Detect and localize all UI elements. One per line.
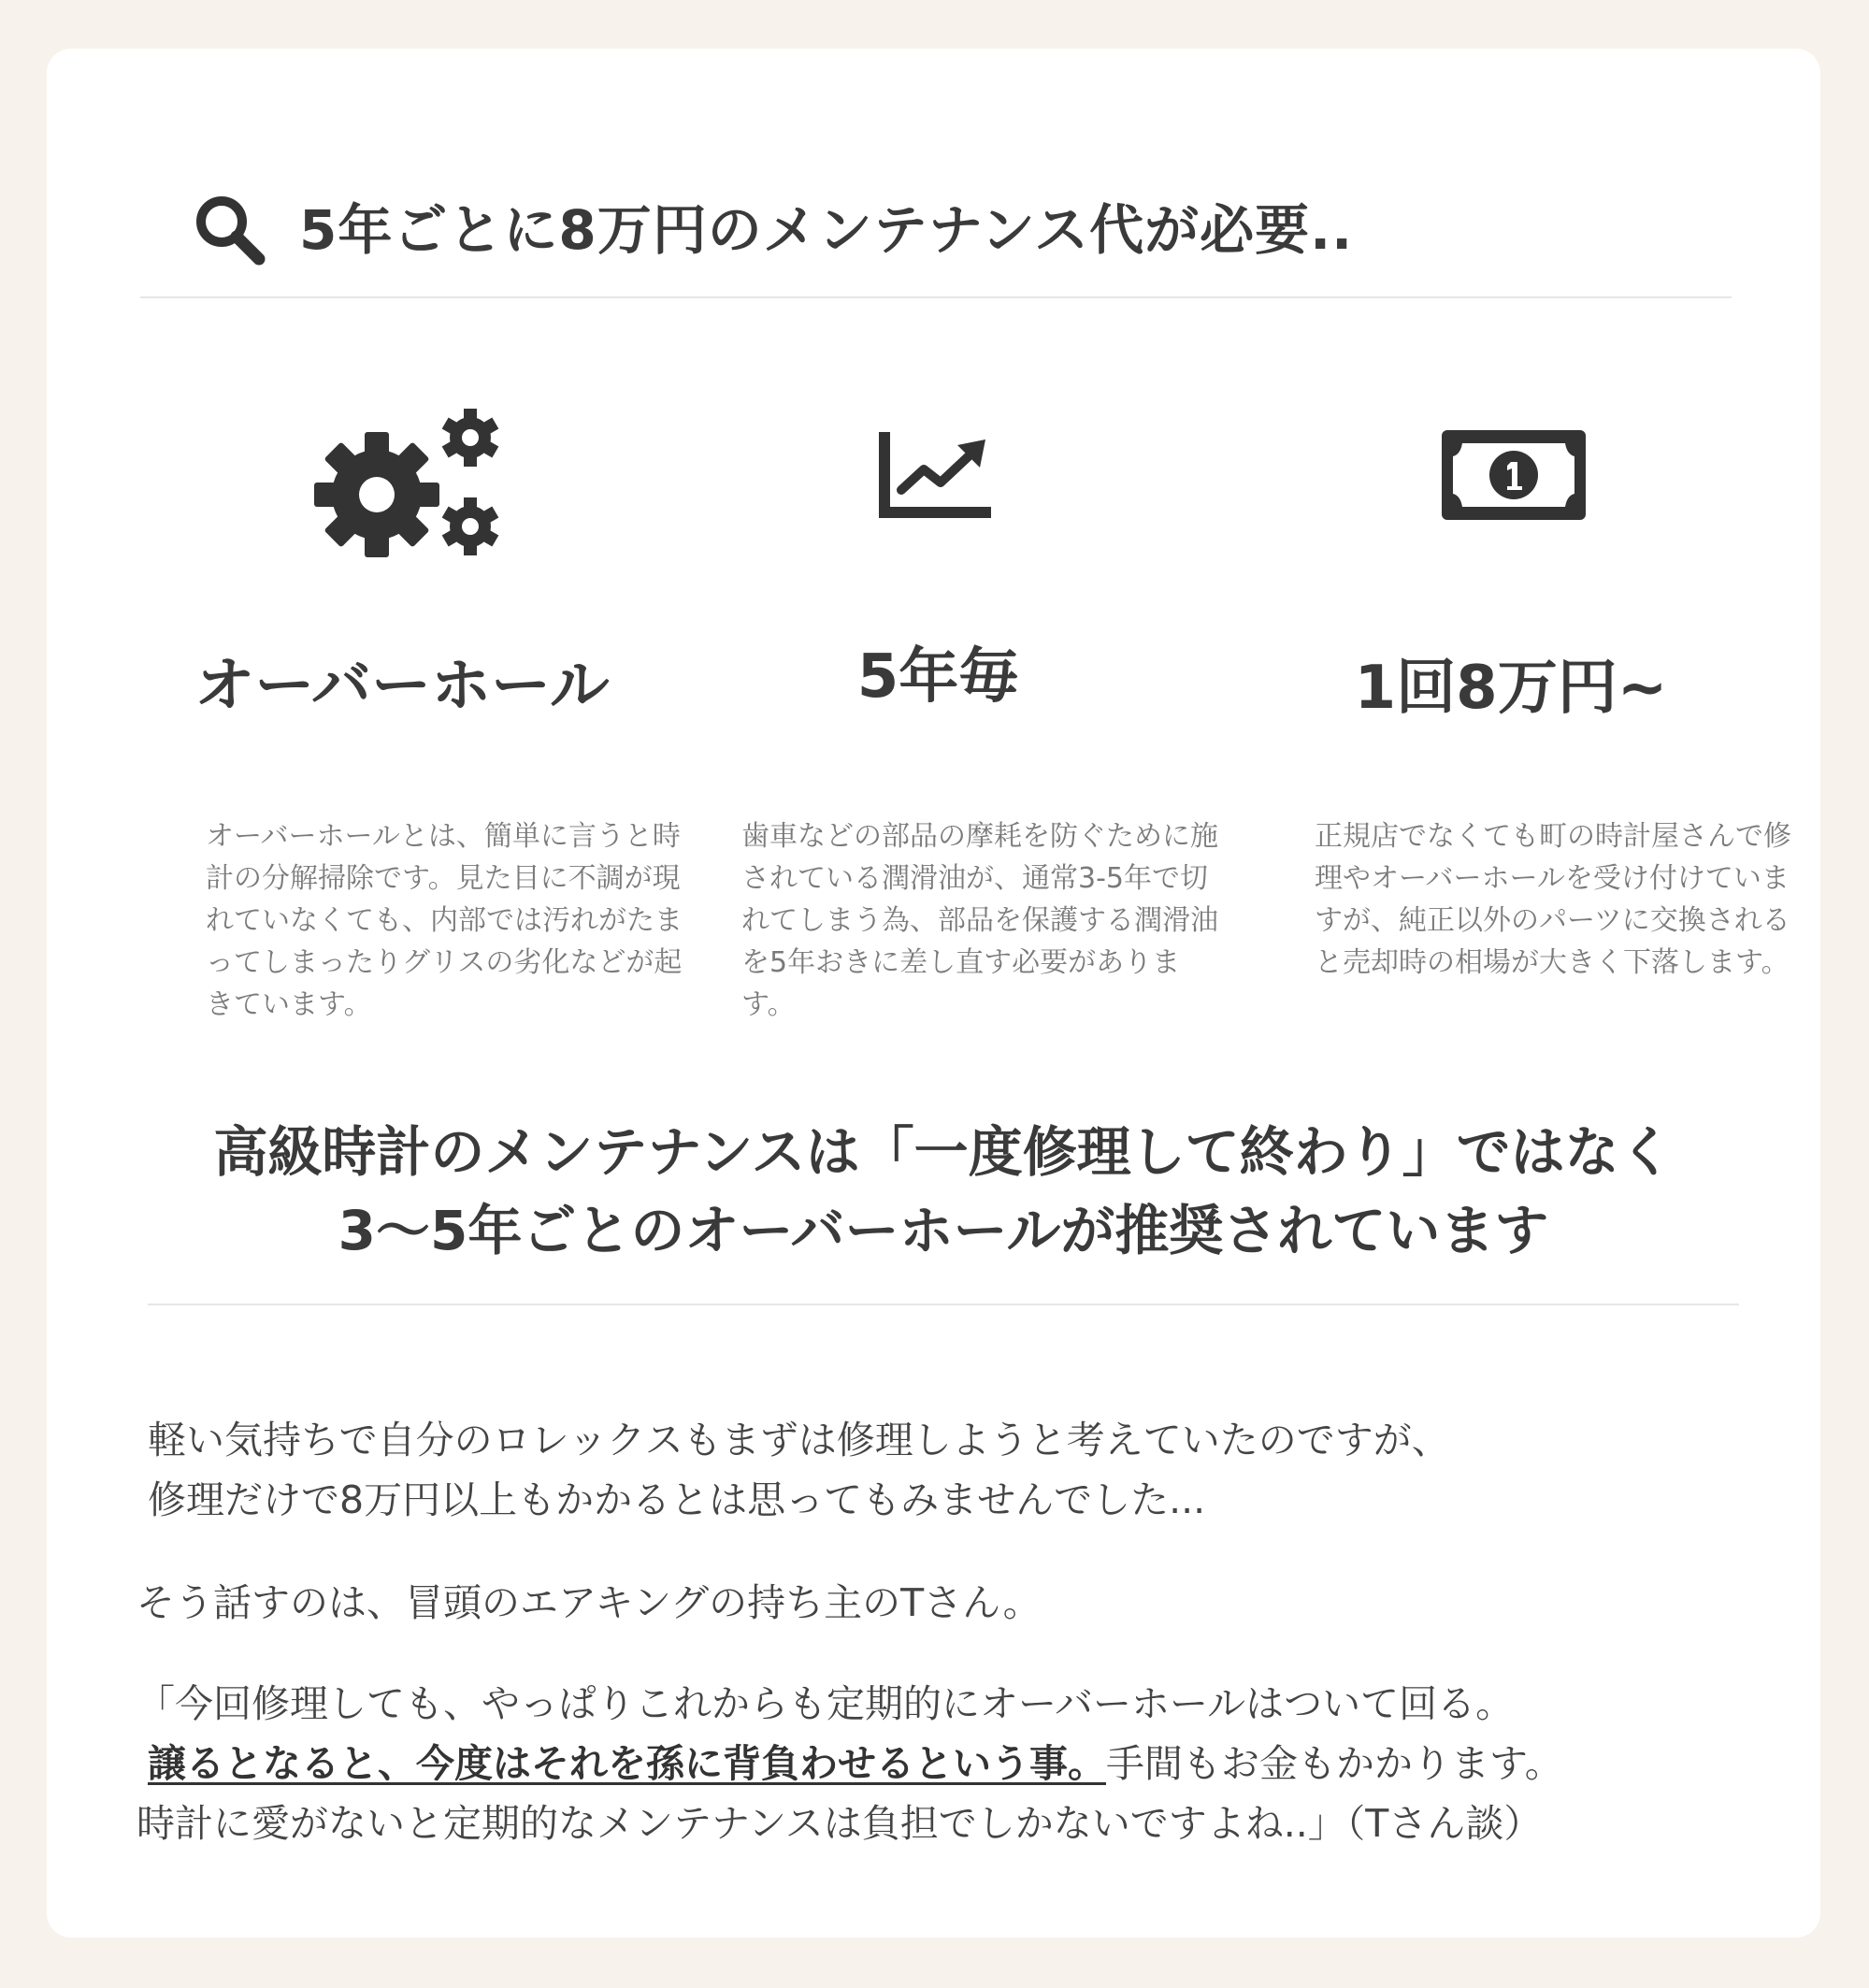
feature-description: 歯車などの部品の摩耗を防ぐために施されている潤滑油が、通常3-5年で切れてしまう為、部品を保護する潤滑油を5年おきに差し直す必要があります。 xyxy=(741,820,1218,1021)
body-line xyxy=(137,1734,1563,1794)
feature-title: オーバーホール xyxy=(194,652,610,721)
body-text: 手間もお金もかかります。 xyxy=(1106,1741,1563,1786)
headline-line-1: 高級時計のメンテナンスは「一度修理して終わり」ではなく xyxy=(213,1120,1674,1184)
feature-title: 1回8万円~ xyxy=(1354,654,1668,723)
body-line: 「今回修理しても、やっぱりこれからも定期的にオーバーホールはついて回る。 xyxy=(137,1681,1515,1726)
body-paragraph-3 xyxy=(137,1674,1563,1853)
gears-icon xyxy=(314,409,501,558)
body-paragraph-1 xyxy=(148,1410,1450,1530)
feature-cost xyxy=(1249,49,1791,1077)
money-bill-icon xyxy=(1442,430,1586,520)
emphasis-text: 譲るとなると、今度はそれを孫に背負わせるという事。 xyxy=(148,1741,1106,1786)
content-card xyxy=(47,49,1820,1938)
body-line: 修理だけで8万円以上もかかるとは思ってもみませんでした... xyxy=(148,1477,1206,1522)
divider xyxy=(148,1304,1739,1305)
chart-line-up-icon xyxy=(879,428,997,522)
feature-overhaul xyxy=(140,49,683,1077)
feature-description: オーバーホールとは、簡単に言うと時計の分解掃除です。見た目に不調が現れていなくても、内部では汚れがたまってしまったりグリスの劣化などが起きています。 xyxy=(206,820,683,1021)
section-title: 5年ごとに8万円のメンテナンス代が必要.. xyxy=(299,198,1354,262)
body-line: 軽い気持ちで自分のロレックスもまずは修理しようと考えていたのですが、 xyxy=(148,1418,1450,1462)
headline-line-2: 3〜5年ごとのオーバーホールが推奨されています xyxy=(338,1199,1549,1262)
body-paragraph-2: そう話すのは、冒頭のエアキングの持ち主のTさん。 xyxy=(137,1580,1042,1625)
headline xyxy=(148,1113,1739,1270)
feature-description: 正規店でなくても町の時計屋さんで修理やオーバーホールを受け付けていますが、純正以外のパーツに交換されると売却時の相場が大きく下落します。 xyxy=(1315,820,1791,979)
feature-title: 5年毎 xyxy=(856,642,1019,712)
body-line: 時計に愛がないと定期的なメンテナンスは負担でしかないですよね..」（Tさん談） xyxy=(137,1801,1543,1846)
